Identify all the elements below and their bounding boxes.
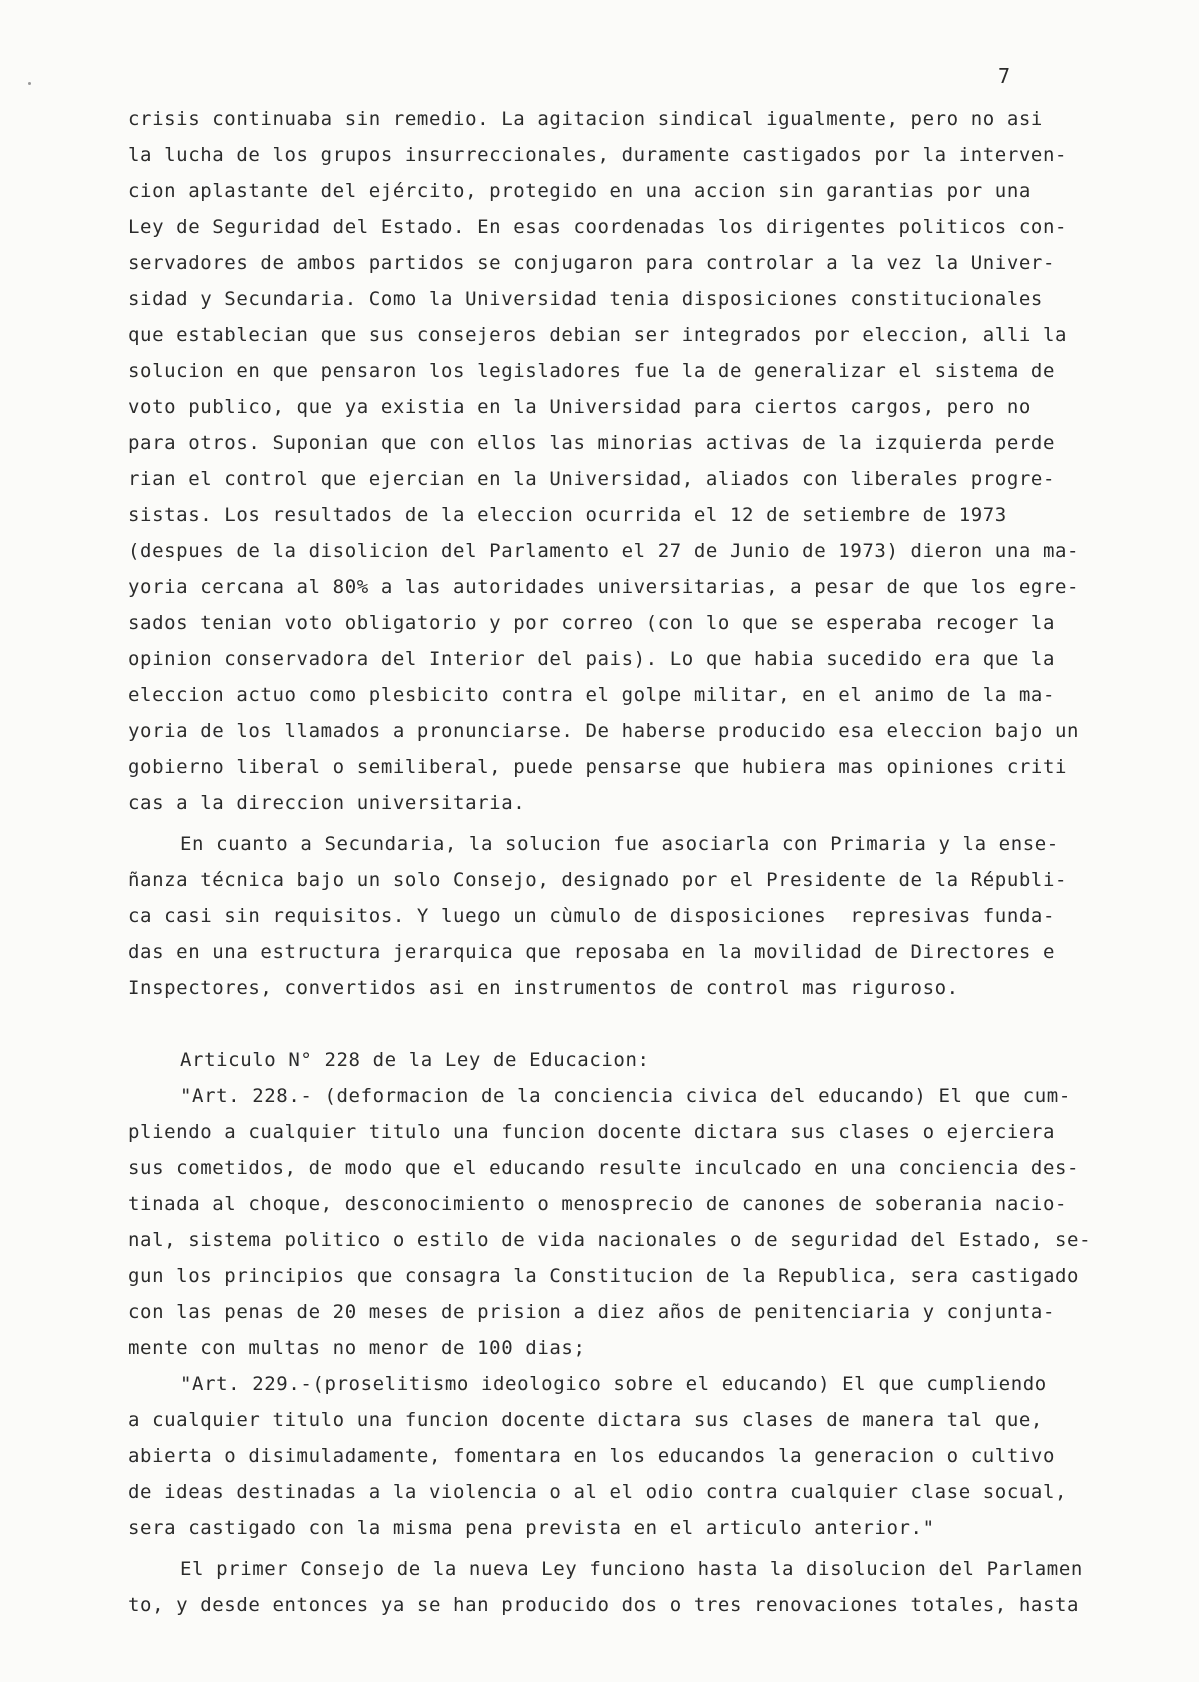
text-line: que establecian que sus consejeros debian ser integrados por eleccion, alli la	[128, 324, 1068, 346]
text-line: mente con multas no menor de 100 dias;	[128, 1337, 586, 1359]
section-heading: Articulo N° 228 de la Ley de Educacion:	[180, 1049, 650, 1071]
text-line: ñanza técnica bajo un solo Consejo, designado por el Presidente de la Républi-	[128, 869, 1068, 891]
text-line: opinion conservadora del Interior del pais). Lo que habia sucedido era que la	[128, 648, 1055, 670]
text-line: Inspectores, convertidos asi en instrumentos de control mas riguroso.	[128, 977, 959, 999]
text-line: sados tenian voto obligatorio y por correo (con lo que se esperaba recoger la	[128, 612, 1055, 634]
text-line: para otros. Suponian que con ellos las minorias activas de la izquierda perde	[128, 432, 1055, 454]
text-line: abierta o disimuladamente, fomentara en los educandos la generacion o cultivo	[128, 1445, 1055, 1467]
text-line: voto publico, que ya existia en la Universidad para ciertos cargos, pero no	[128, 396, 1031, 418]
text-line: crisis continuaba sin remedio. La agitacion sindical igualmente, pero no asi	[128, 108, 1043, 130]
text-line: das en una estructura jerarquica que reposaba en la movilidad de Directores e	[128, 941, 1055, 963]
text-line: sus cometidos, de modo que el educando resulte inculcado en una conciencia des-	[128, 1157, 1080, 1179]
text-line: solucion en que pensaron los legisladores fue la de generalizar el sistema de	[128, 360, 1055, 382]
text-line: pliendo a cualquier titulo una funcion docente dictara sus clases o ejerciera	[128, 1121, 1055, 1143]
text-line: ca casi sin requisitos. Y luego un cùmulo de disposiciones represivas funda-	[128, 905, 1055, 927]
text-line: gobierno liberal o semiliberal, puede pensarse que hubiera mas opiniones criti	[128, 756, 1068, 778]
text-line: de ideas destinadas a la violencia o al el odio contra cualquier clase socual,	[128, 1481, 1068, 1503]
text-line: "Art. 228.- (deformacion de la conciencia civica del educando) El que cum-	[180, 1085, 1071, 1107]
text-line: eleccion actuo como plesbicito contra el golpe militar, en el animo de la ma-	[128, 684, 1055, 706]
text-line: cas a la direccion universitaria.	[128, 792, 526, 814]
text-line: yoria de los llamados a pronunciarse. De haberse producido esa eleccion bajo un	[128, 720, 1080, 742]
text-line: sistas. Los resultados de la eleccion ocurrida el 12 de setiembre de 1973	[128, 504, 1007, 526]
text-line: rian el control que ejercian en la Universidad, aliados con liberales progre-	[128, 468, 1055, 490]
text-line: con las penas de 20 meses de prision a diez años de penitenciaria y conjunta-	[128, 1301, 1055, 1323]
text-line: yoria cercana al 80% a las autoridades universitarias, a pesar de que los egre-	[128, 576, 1080, 598]
text-line: cion aplastante del ejército, protegido en una accion sin garantias por una	[128, 180, 1031, 202]
text-line: nal, sistema politico o estilo de vida nacionales o de seguridad del Estado, se-	[128, 1229, 1092, 1251]
text-line: (despues de la disolicion del Parlamento el 27 de Junio de 1973) dieron una ma-	[128, 540, 1080, 562]
page-number: 7	[998, 64, 1011, 88]
text-line: la lucha de los grupos insurreccionales, duramente castigados por la interven-	[128, 144, 1068, 166]
text-line: to, y desde entonces ya se han producido dos o tres renovaciones totales, hasta	[128, 1594, 1080, 1616]
text-line: a cualquier titulo una funcion docente dictara sus clases de manera tal que,	[128, 1409, 1043, 1431]
text-line: servadores de ambos partidos se conjugaron para controlar a la vez la Univer-	[128, 252, 1055, 274]
text-line: En cuanto a Secundaria, la solucion fue asociarla con Primaria y la ense-	[180, 833, 1059, 855]
text-line: sera castigado con la misma pena prevista en el articulo anterior."	[128, 1517, 935, 1539]
margin-dot	[28, 82, 31, 85]
text-line: "Art. 229.-(proselitismo ideologico sobre el educando) El que cumpliendo	[180, 1373, 1047, 1395]
text-line: El primer Consejo de la nueva Ley funciono hasta la disolucion del Parlamen	[180, 1558, 1083, 1580]
text-line: tinada al choque, desconocimiento o menosprecio de canones de soberania nacio-	[128, 1193, 1068, 1215]
text-line: gun los principios que consagra la Constitucion de la Republica, sera castigado	[128, 1265, 1080, 1287]
text-line: sidad y Secundaria. Como la Universidad tenia disposiciones constitucionales	[128, 288, 1043, 310]
text-line: Ley de Seguridad del Estado. En esas coordenadas los dirigentes politicos con-	[128, 216, 1068, 238]
